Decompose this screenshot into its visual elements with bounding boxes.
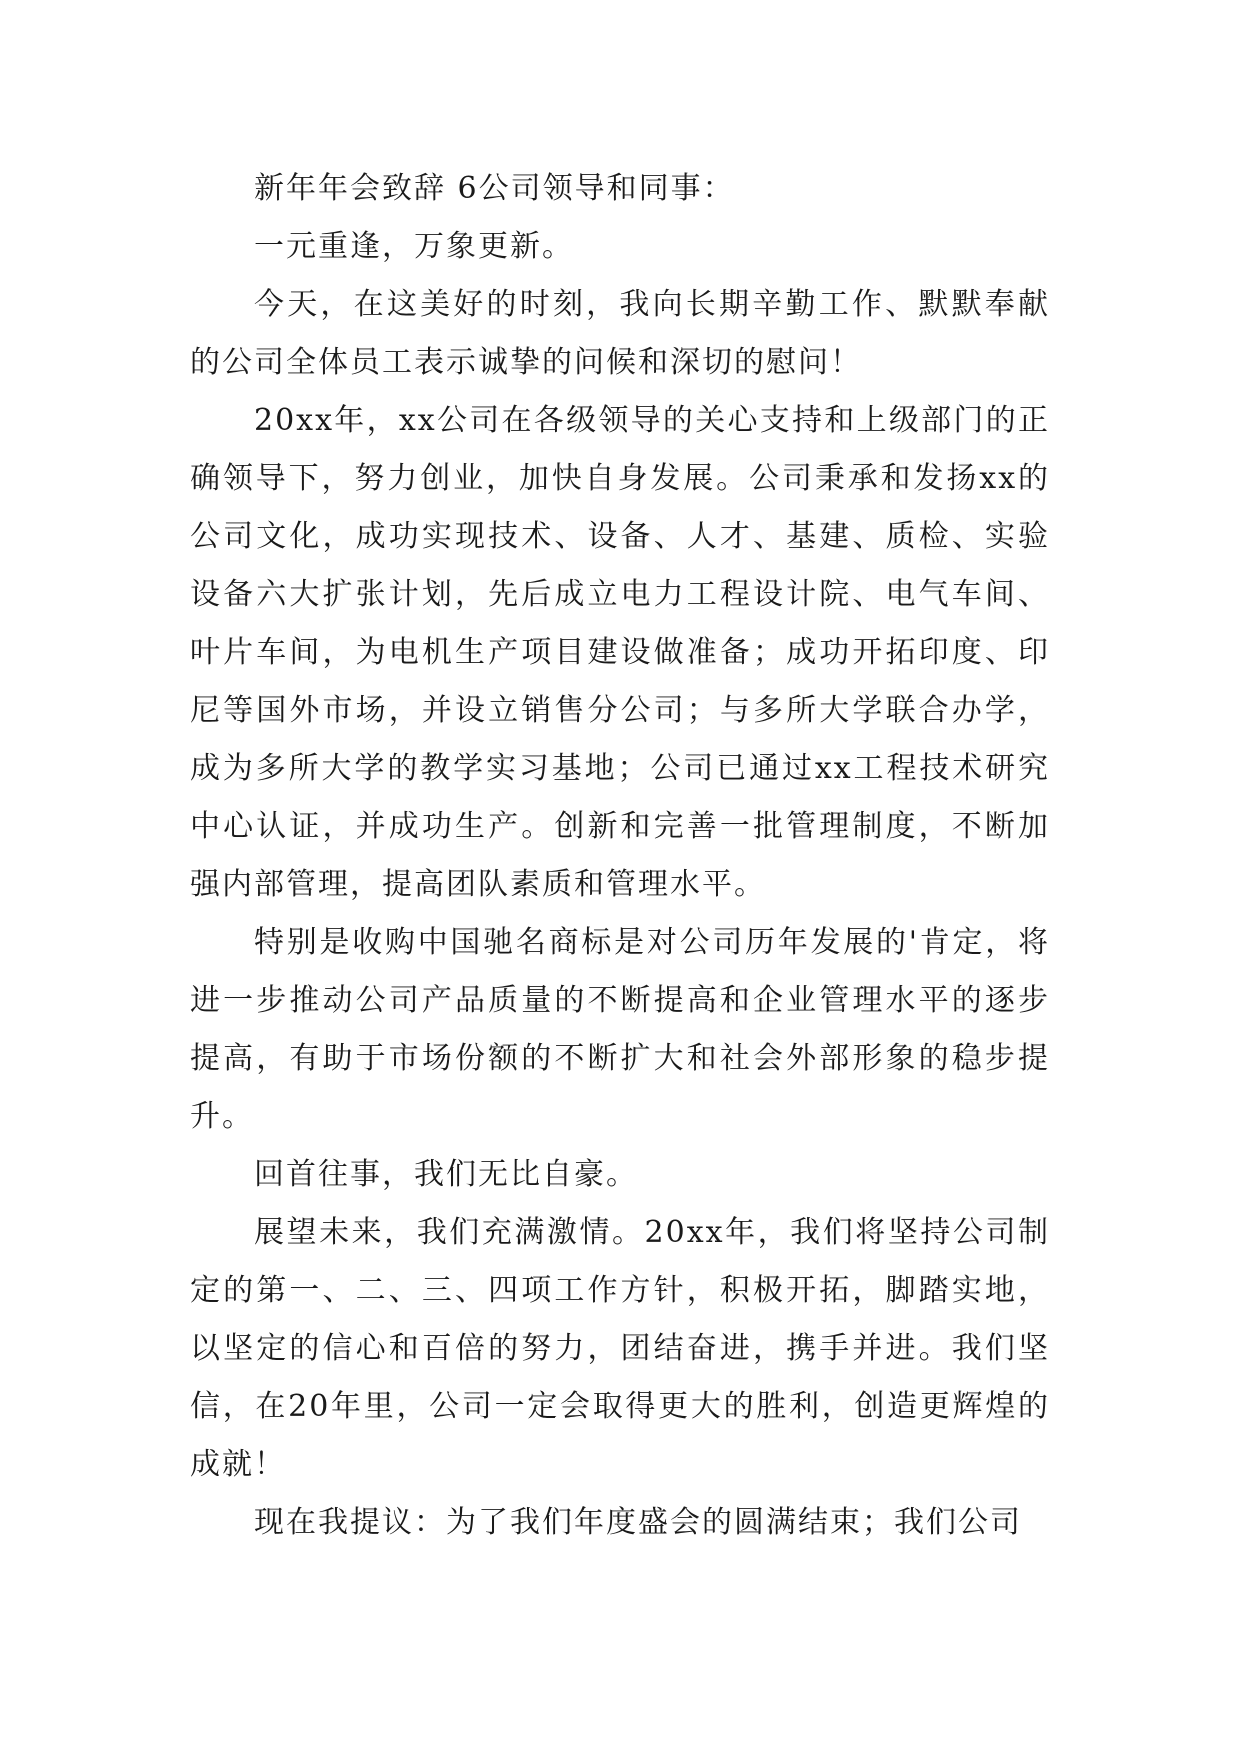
document-body <box>190 160 1050 1552</box>
paragraph-retrospect: 回首往事，我们无比自豪。 <box>254 1157 638 1192</box>
paragraph-outlook: 展望未来，我们充满激情。20xx年，我们将坚持公司制定的第一、二、三、四项工作方针，积极开拓，脚踏实地，以坚定的信心和百倍的努力，团结奋进，携手并进。我们坚信，在20年里，公司一定会取得更大的胜利，创造更辉煌的成就！ <box>190 1215 1050 1482</box>
paragraph-toast: 现在我提议：为了我们年度盛会的圆满结束；我们公司 <box>254 1505 1022 1540</box>
paragraph-trademark: 特别是收购中国驰名商标是对公司历年发展的'肯定，将进一步推动公司产品质量的不断提高和企业管理水平的逐步提高，有助于市场份额的不断扩大和社会外部形象的稳步提升。 <box>190 925 1050 1134</box>
paragraph-opening: 一元重逢，万象更新。 <box>254 229 574 264</box>
paragraph-thanks: 今天，在这美好的时刻，我向长期辛勤工作、默默奉献的公司全体员工表示诚挚的问候和深切的慰问！ <box>190 287 1050 380</box>
paragraph-achievements: 20xx年，xx公司在各级领导的关心支持和上级部门的正确领导下，努力创业，加快自身发展。公司秉承和发扬xx的公司文化，成功实现技术、设备、人才、基建、质检、实验设备六大扩张计划，先后成立电力工程设计院、电气车间、叶片车间，为电机生产项目建设做准备；成功开拓印度、印尼等国外市场，并设立销售分公司；与多所大学联合办学，成为多所大学的教学实习基地；公司已通过xx工程技术研究中心认证，并成功生产。创新和完善一批管理制度，不断加强内部管理，提高团队素质和管理水平。 <box>190 403 1050 902</box>
paragraph-greeting: 新年年会致辞 6公司领导和同事： <box>254 171 735 206</box>
